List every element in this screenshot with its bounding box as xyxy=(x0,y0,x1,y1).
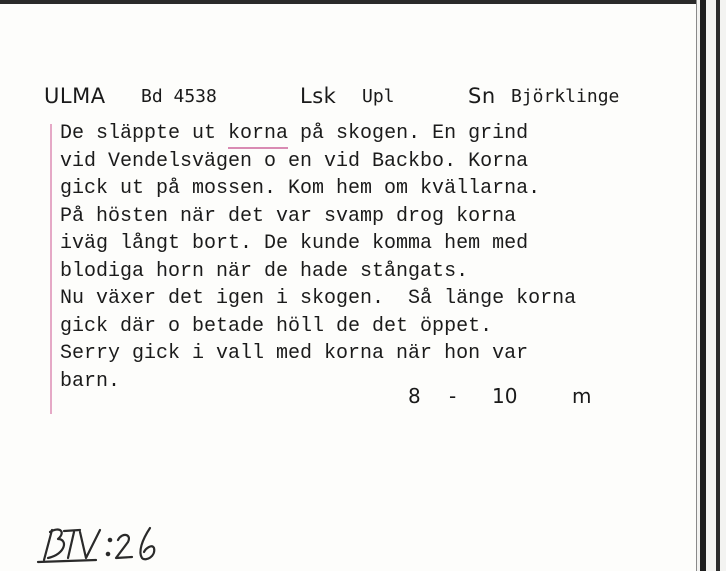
edge-line-inner xyxy=(700,0,706,571)
underlined-word xyxy=(228,120,288,148)
body-line: På hösten när det var svamp drog korna xyxy=(60,204,517,228)
measure-from: 8 xyxy=(408,384,421,408)
body-line: barn. xyxy=(60,369,121,393)
body-line xyxy=(60,120,680,148)
measure-to: 10 xyxy=(492,384,518,408)
edge-line-thin xyxy=(696,0,697,571)
body-text-before: De släppte ut xyxy=(60,122,229,145)
handwritten-signature-mark xyxy=(34,522,194,566)
margin-rule xyxy=(50,124,52,414)
card-right-edge xyxy=(696,0,726,571)
body-line: iväg långt bort. De kunde komma hem med xyxy=(60,232,529,255)
body-text-after: på skogen. En grind xyxy=(288,122,529,145)
socken-prefix: Sn xyxy=(468,84,496,108)
edge-line-outer xyxy=(716,0,720,571)
landskap-value: Upl xyxy=(362,86,395,107)
body-line: gick ut på mossen. Kom hem om kvällarna. xyxy=(60,177,541,200)
body-line: Serry gick i vall med korna när hon var xyxy=(60,342,529,365)
measure-dash: - xyxy=(449,384,457,408)
card-body xyxy=(60,120,680,395)
body-line: gick där o betade höll de det öppet. xyxy=(60,314,493,338)
measure-unit: m xyxy=(572,384,592,408)
body-line: blodiga horn när de hade stångats. xyxy=(60,259,469,283)
body-line: vid Vendelsvägen o en vid Backbo. Korna xyxy=(60,149,529,173)
card-top-edge xyxy=(0,0,700,4)
underline-mark xyxy=(228,147,288,149)
underlined-text: korna xyxy=(228,122,289,145)
archive-label: ULMA xyxy=(44,84,106,108)
volume-number: Bd 4538 xyxy=(141,86,217,107)
card-header xyxy=(44,84,666,114)
body-line: Nu växer det igen i skogen. Så länge korna xyxy=(60,287,577,310)
landskap-prefix: Lsk xyxy=(300,84,337,108)
socken-value: Björklinge xyxy=(511,86,620,107)
